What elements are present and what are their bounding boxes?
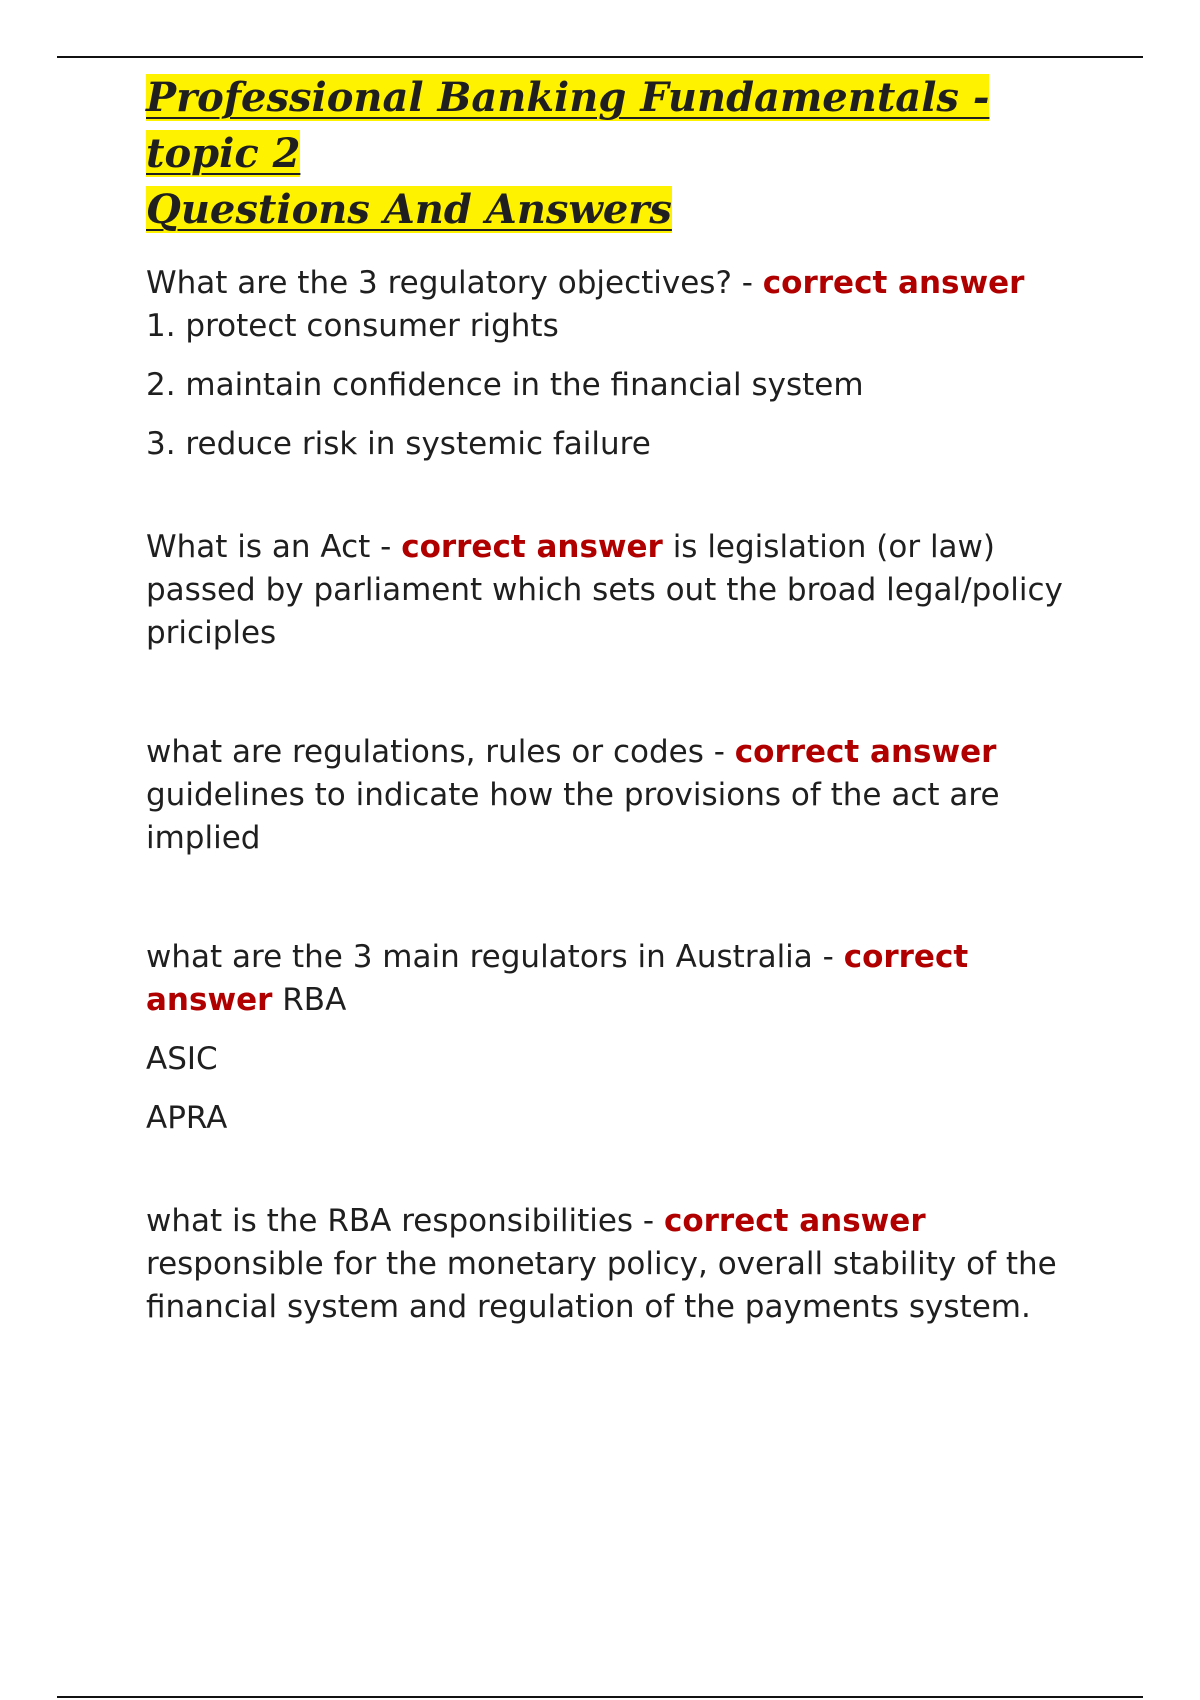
qa-paragraph bbox=[146, 262, 1086, 305]
question-text: what are regulations, rules or codes - bbox=[146, 734, 735, 770]
question-text: what is the RBA responsibilities - bbox=[146, 1203, 664, 1239]
bottom-rule bbox=[57, 1696, 1143, 1698]
qa-paragraph bbox=[146, 731, 1086, 860]
answer-item: APRA bbox=[146, 1100, 228, 1136]
qa-paragraph bbox=[146, 526, 1086, 655]
question-text: What are the 3 regulatory objectives? - bbox=[146, 265, 763, 301]
answer-label: correct answer bbox=[663, 1203, 926, 1239]
answer-item: 1. protect consumer rights bbox=[146, 308, 559, 344]
answer-label: correct answer bbox=[762, 265, 1025, 301]
answer-label: correct answer bbox=[401, 529, 663, 565]
answer-text: RBA bbox=[272, 982, 347, 1018]
title-line-2: Questions And Answers bbox=[146, 186, 672, 233]
question-text: What is an Act - bbox=[146, 529, 402, 565]
answer-item: 3. reduce risk in systemic failure bbox=[146, 426, 651, 462]
answer-text: responsible for the monetary policy, overall stability of the financial system and regulation of the payments system. bbox=[146, 1246, 1057, 1325]
answer-item: ASIC bbox=[146, 1041, 218, 1077]
question-text: what are the 3 main regulators in Australia - bbox=[146, 939, 844, 975]
qa-block-1 bbox=[146, 262, 1086, 466]
qa-block-5 bbox=[146, 1200, 1086, 1329]
qa-paragraph bbox=[146, 1200, 1086, 1329]
answer-label: correct answer bbox=[146, 939, 969, 1018]
document-title bbox=[146, 70, 1086, 238]
title-line-1: Professional Banking Fundamentals - topic 2 bbox=[146, 74, 990, 177]
answer-text: guidelines to indicate how the provisions of the act are implied bbox=[146, 777, 1000, 856]
top-rule bbox=[57, 56, 1143, 58]
qa-paragraph bbox=[146, 936, 1086, 1022]
answer-text: is legislation (or law) passed by parliament which sets out the broad legal/policy priciples bbox=[146, 529, 1063, 651]
answer-label: correct answer bbox=[734, 734, 997, 770]
document-body bbox=[146, 70, 1086, 1329]
qa-block-2 bbox=[146, 526, 1086, 655]
qa-block-4 bbox=[146, 936, 1086, 1140]
qa-block-3 bbox=[146, 731, 1086, 860]
answer-item: 2. maintain confidence in the financial system bbox=[146, 367, 864, 403]
